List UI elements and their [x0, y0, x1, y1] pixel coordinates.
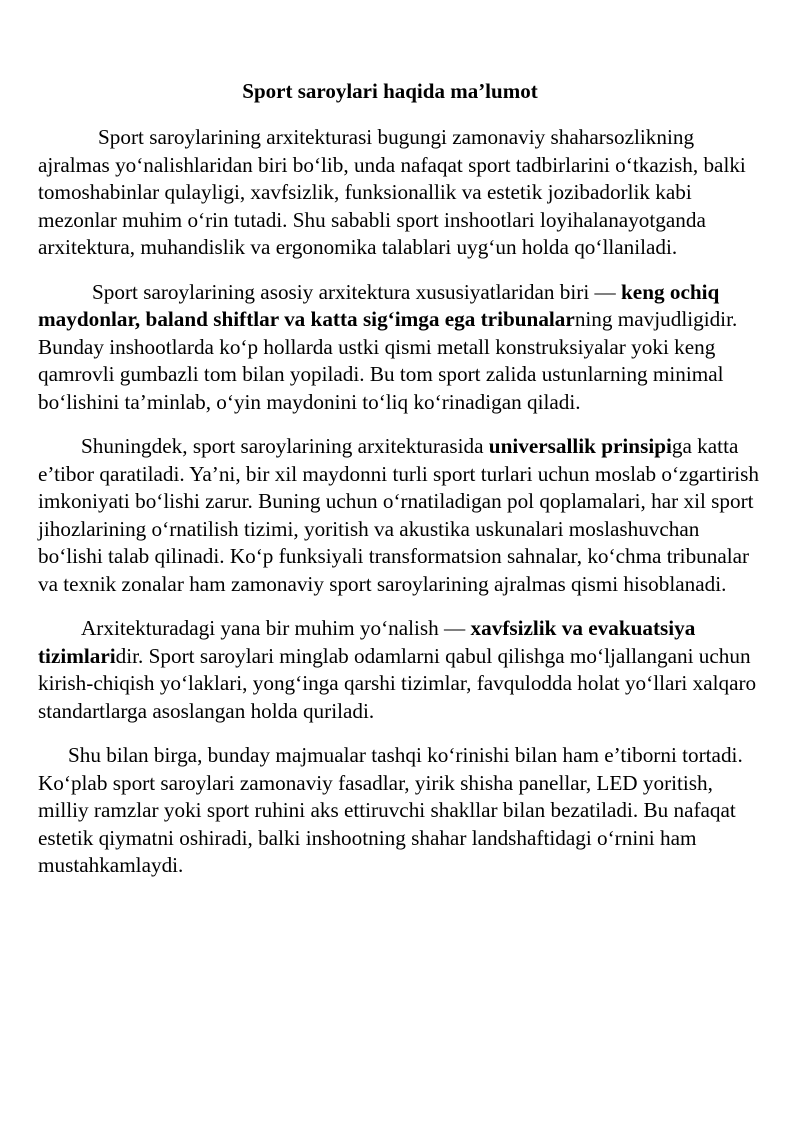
- document-body: [38, 124, 766, 897]
- paragraph-universality: [38, 433, 766, 598]
- paragraph-safety: [38, 615, 766, 725]
- bold-emphasis: keng ochiq maydonlar, baland shiftlar va katta sig‘imga ega tribunalar: [38, 279, 720, 331]
- bold-emphasis: universallik prinsipi: [488, 434, 672, 458]
- paragraph-architecture-intro: [38, 124, 766, 262]
- document-title: Sport saroylari haqida ma’lumot: [242, 79, 538, 103]
- paragraph-text: dir. Sport saroylari minglab odamlarni qabul qilishga mo‘ljallangani uchun kirish-chiqish yo‘laklari, yong‘inga qarshi tizimlar, favqulodda holat yo‘llari xalqaro standartlarga asoslangan holda quriladi.: [38, 643, 757, 723]
- paragraph-text: Arxitekturadagi yana bir muhim yo‘nalish —: [81, 616, 471, 640]
- paragraph-text: Shu bilan birga, bunday majmualar tashqi ko‘rinishi bilan ham e’tiborni tortadi. Ko‘plab sport saroylari zamonaviy fasadlar, yirik shisha panellar, LED yoritish, milliy ramzlar yoki sport ruhini aks ettiruvchi shakllar bilan bezatiladi. Bu nafaqat estetik qiymatni oshiradi, balki inshootning shahar landshaftidagi o‘rnini ham mustahkamlaydi.: [38, 743, 743, 877]
- paragraph-text: ning mavjudligidir. Bunday inshootlarda ko‘p hollarda ustki qismi metall konstruksiyalar yoki keng qamrovli gumbazli tom bilan yopiladi. Bu tom sport zalida ustunlarning minimal bo‘lishini ta’minlab, o‘yin maydonini to‘liq ko‘rinadigan qiladi.: [38, 307, 738, 414]
- paragraph-text: Sport saroylarining asosiy arxitektura xususiyatlaridan biri —: [92, 279, 621, 304]
- bold-emphasis: xavfsizlik va evakuatsiya tizimlari: [38, 616, 696, 668]
- paragraph-text: ga katta e’tibor qaratiladi. Ya’ni, bir xil maydonni turli sport turlari uchun moslab o‘zgartirish imkoniyati bo‘lishi zarur. Buning uchun o‘rnatiladigan pol qoplamalari, har xil sport jihozlarining o‘rnatilish tizimi, yoritish va akustika uskunalari moslashuvchan bo‘lishi talab qilinadi. Ko‘p funksiyali transformatsion sahnalar, ko‘chma tribunalar va texnik zonalar ham zamonaviy sport saroylarining ajralmas qismi hisoblanadi.: [38, 434, 760, 596]
- paragraph-exterior: [38, 742, 766, 880]
- paragraph-text: Sport saroylarining arxitekturasi bugungi zamonaviy shaharsozlikning ajralmas yo‘nalishlaridan biri bo‘lib, unda nafaqat sport tadbirlarini o‘tkazish, balki tomoshabinlar qulayligi, xavfsizlik, funksionallik va estetik jozibadorlik kabi mezonlar muhim o‘rin tutadi. Shu sababli sport inshootlari loyihalanayotganda arxitektura, muhandislik va ergonomika talablari uyg‘un holda qo‘llaniladi.: [38, 125, 746, 259]
- paragraph-main-features: [38, 279, 766, 417]
- paragraph-text: Shuningdek, sport saroylarining arxitekturasida: [81, 434, 489, 458]
